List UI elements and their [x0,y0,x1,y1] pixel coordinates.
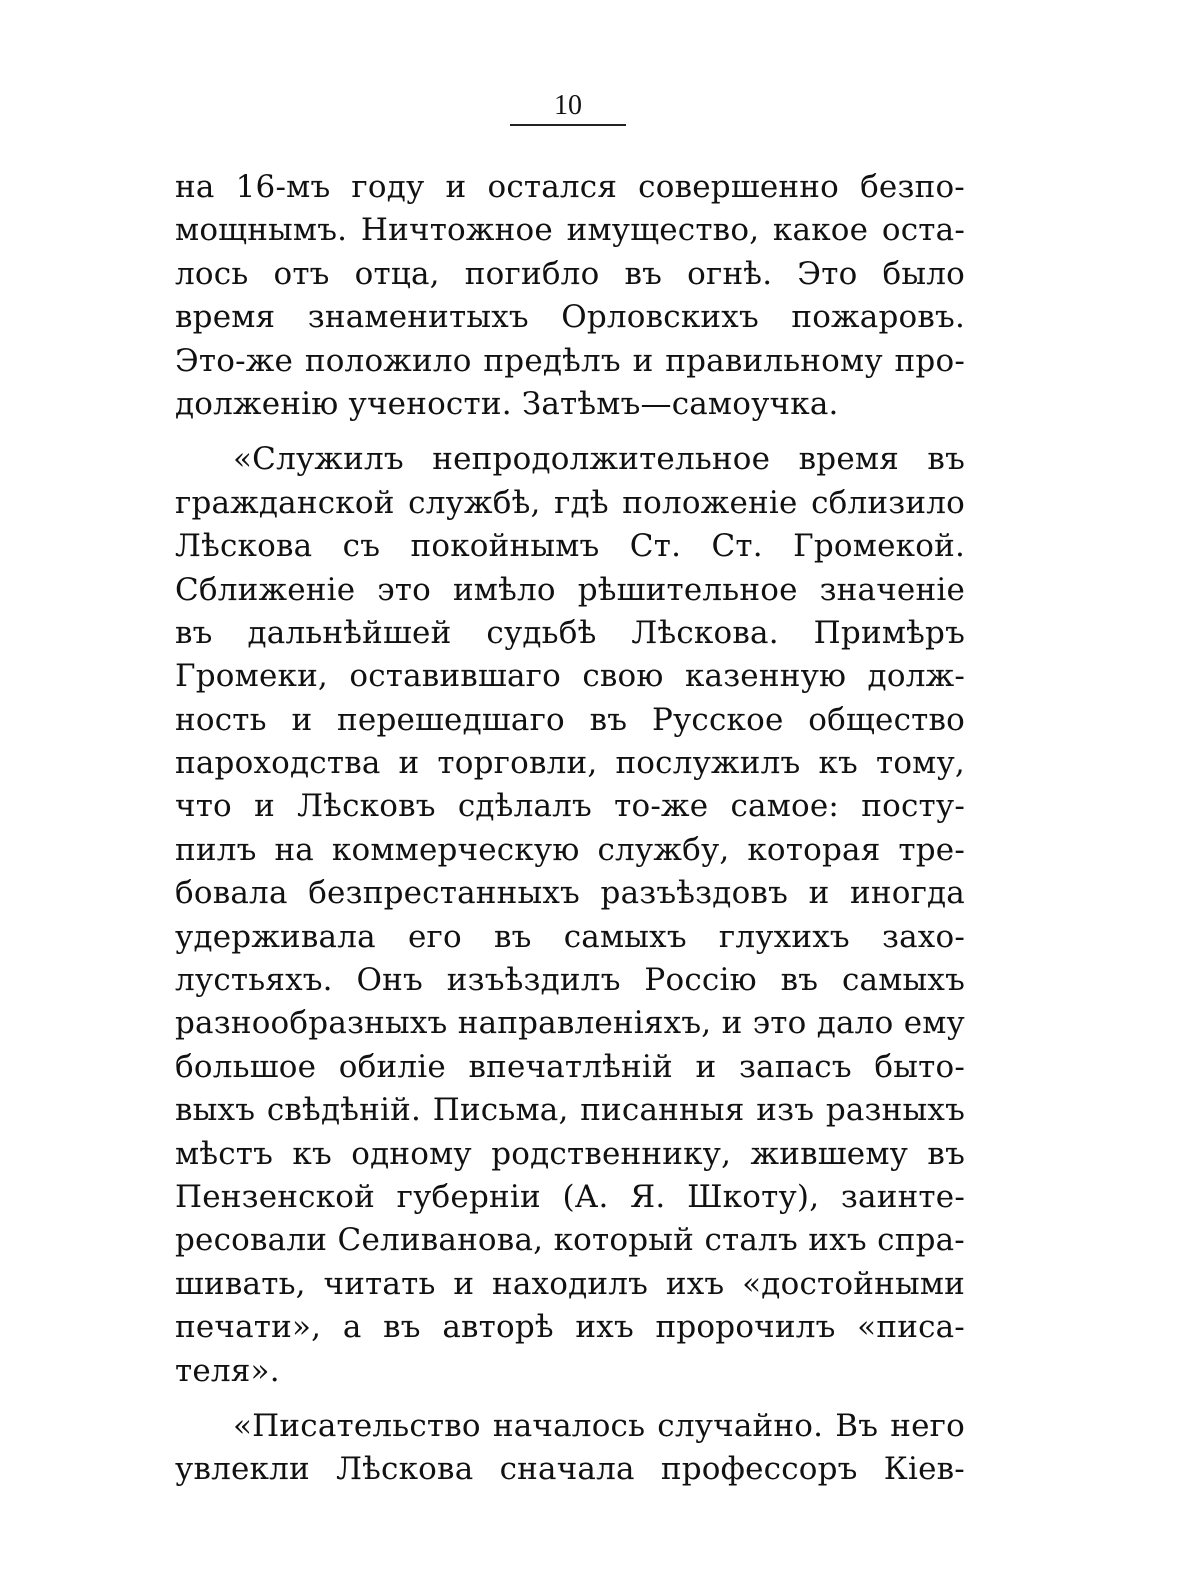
text-line: увлекли Лѣскова сначала профессоръ Кiев- [175,1451,965,1488]
text-line: печати», а въ авторѣ ихъ пророчилъ «писа- [175,1309,965,1346]
body-text [175,166,965,1492]
paragraph [175,166,965,426]
text-line: теля». [175,1352,280,1389]
text-line: время знаменитыхъ Орловскихъ пожаровъ. [175,299,965,336]
text-line: удерживала его въ самыхъ глухихъ захо- [175,918,965,955]
page-number: 10 [554,90,582,121]
text-line: долженiю учености. Затѣмъ—самоучка. [175,385,839,422]
text-line: ресовали Селиванова, который сталъ ихъ спра- [175,1222,965,1259]
text-line: лустьяхъ. Онъ изъѣздилъ Россiю въ самыхъ [175,962,965,999]
text-line: «Служилъ непродолжительное время въ [233,441,965,478]
text-line: въ дальнѣйшей судьбѣ Лѣскова. Примѣръ [175,614,965,651]
paragraph [175,438,965,1393]
text-line: что и Лѣсковъ сдѣлалъ то-же самое: посту- [175,788,965,825]
text-line: шивать, читать и находилъ ихъ «достойными [175,1265,965,1302]
text-line: разнообразныхъ направленiяхъ, и это дало ему [175,1005,965,1042]
text-line: выхъ свѣдѣнiй. Письма, писанныя изъ разныхъ [175,1092,965,1129]
text-line: ность и перешедшаго въ Русское общество [175,701,965,738]
page-number-rule [510,124,626,126]
text-line: Сближенiе это имѣло рѣшительное значенiе [175,571,965,608]
text-line: мѣстъ къ одному родственнику, жившему въ [175,1135,965,1172]
text-line: лось отъ отца, погибло въ огнѣ. Это было [175,255,965,292]
paragraph [175,1405,965,1492]
text-line: большое обилiе впечатлѣнiй и запасъ быто- [175,1048,965,1085]
text-line: Это-же положило предѣлъ и правильному про- [175,342,965,379]
text-line: пароходства и торговли, послужилъ къ тому, [175,745,965,782]
text-line: гражданской службѣ, гдѣ положенiе сблизило [175,484,965,521]
text-line: на 16-мъ году и остался совершенно безпо- [175,169,965,205]
text-line: пилъ на коммерческую службу, которая тре- [175,831,965,868]
text-line: мощнымъ. Ничтожное имущество, какое оста- [175,212,965,249]
text-line: Громеки, оставившаго свою казенную долж- [175,658,965,695]
text-line: Лѣскова съ покойнымъ Ст. Ст. Громекой. [175,528,965,565]
text-line: бовала безпрестанныхъ разъѣздовъ и иногда [175,875,965,912]
text-line: Пензенской губернiи (А. Я. Шкоту), заинте- [175,1178,965,1215]
text-line: «Писательство началось случайно. Въ него [233,1407,965,1444]
